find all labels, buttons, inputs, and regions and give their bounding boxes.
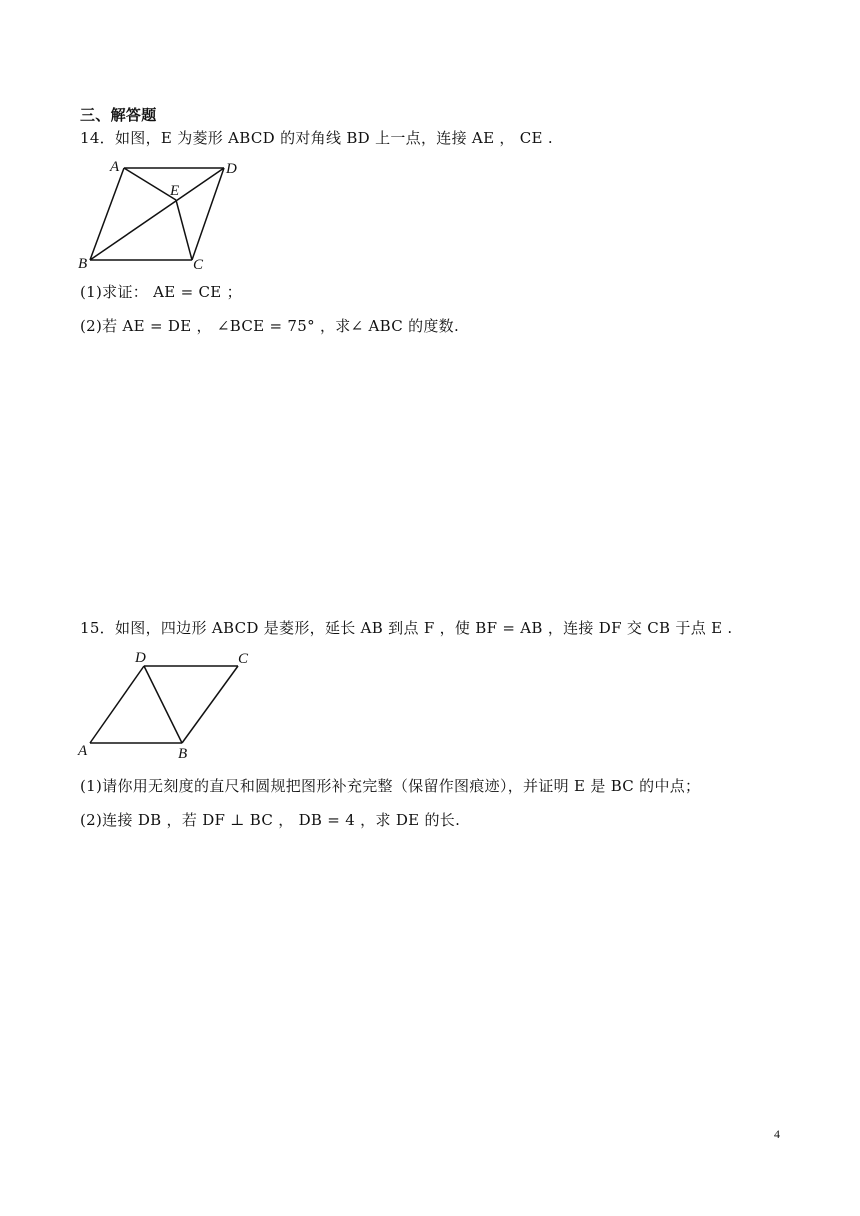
q15-part2: (2)连接 DB ，若 DF ⊥ BC ， DB = 4 ，求 DE 的长.: [80, 811, 461, 829]
q15-part1: (1)请你用无刻度的直尺和圆规把图形补充完整（保留作图痕迹），并证明 E 是 BC 的中点；: [80, 777, 701, 795]
q15-stem: 15．如图，四边形 ABCD 是菱形，延长 AB 到点 F ，使 BF = AB ，连接 DF 交 CB 于点 E .: [80, 619, 733, 637]
q14-label-c: C: [193, 257, 204, 272]
q14-side-cd: [192, 168, 224, 260]
page-number: 4: [774, 1127, 780, 1141]
q14-segment-ae: [124, 168, 176, 200]
q14-label-a: A: [110, 159, 120, 175]
q15-side-bc: [182, 666, 238, 743]
q14-label-d: D: [226, 161, 237, 177]
q15-label-a: A: [78, 743, 88, 759]
q14-part1: (1)求证： AE = CE ；: [80, 283, 242, 301]
q15-label-b: B: [178, 746, 188, 760]
q14-side-ab: [90, 168, 124, 260]
q14-figure: [76, 156, 248, 272]
q15-side-ad: [90, 666, 144, 743]
q14-stem: 14．如图，E 为菱形 ABCD 的对角线 BD 上一点，连接 AE ， CE .: [80, 129, 553, 147]
q15-figure: [76, 648, 256, 760]
q14-part2: (2)若 AE = DE ， ∠BCE = 75° ，求∠ ABC 的度数.: [80, 317, 460, 335]
q14-label-e: E: [170, 183, 180, 199]
q14-label-b: B: [78, 256, 88, 272]
q15-rhombus-diagram: [76, 648, 256, 760]
q15-label-c: C: [238, 651, 249, 667]
section-heading: 三、解答题: [80, 106, 157, 124]
q15-diagonal-db: [144, 666, 182, 743]
q14-segment-ce: [176, 200, 192, 260]
q14-diagonal-bd: [90, 168, 224, 260]
q14-rhombus-diagram: [76, 156, 248, 272]
q15-label-d: D: [135, 650, 146, 666]
